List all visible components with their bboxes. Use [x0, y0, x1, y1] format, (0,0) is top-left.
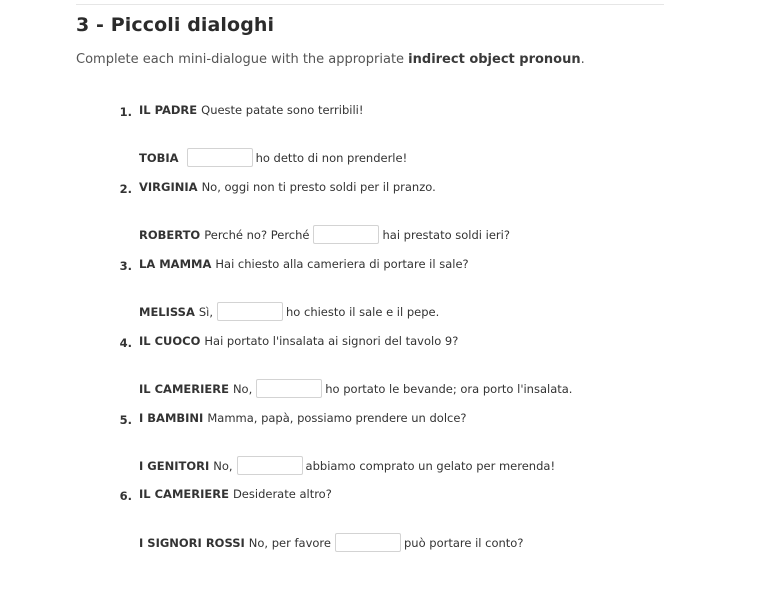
top-divider	[76, 4, 664, 5]
answer-input[interactable]	[313, 225, 379, 244]
answer-text-before: Sì,	[198, 304, 214, 319]
question-speaker: IL CUOCO	[139, 334, 201, 348]
answer-text-before: No,	[232, 381, 253, 396]
page-title: 3 - Piccoli dialoghi	[76, 14, 275, 36]
answer-input[interactable]	[335, 533, 401, 552]
answer-input[interactable]	[187, 148, 253, 167]
question-line	[139, 103, 363, 117]
item-number: 4.	[119, 336, 132, 350]
question-line	[139, 487, 332, 501]
item-number: 5.	[119, 413, 132, 427]
question-line	[139, 257, 469, 271]
answer-line	[139, 533, 523, 552]
item-number: 1.	[119, 105, 132, 119]
answer-speaker: TOBIA	[139, 150, 179, 165]
instructions-emphasis: indirect object pronoun	[408, 52, 581, 67]
question-line	[139, 334, 458, 348]
answer-speaker: IL CAMERIERE	[139, 381, 229, 396]
question-text: Hai portato l'insalata ai signori del tavolo 9?	[204, 334, 459, 348]
question-text: Queste patate sono terribili!	[201, 103, 364, 117]
answer-speaker: I GENITORI	[139, 458, 210, 473]
question-speaker: VIRGINIA	[139, 180, 198, 194]
instructions-end: .	[580, 52, 585, 67]
answer-speaker: I SIGNORI ROSSI	[139, 535, 245, 550]
question-text: Desiderate altro?	[232, 487, 332, 501]
answer-text-after: ho chiesto il sale e il pepe.	[286, 304, 440, 319]
question-text: Hai chiesto alla cameriera di portare il sale?	[215, 257, 469, 271]
answer-line	[139, 148, 407, 167]
answer-line	[139, 456, 555, 475]
question-speaker: IL PADRE	[139, 103, 198, 117]
question-text: No, oggi non ti presto soldi per il pranzo.	[201, 180, 436, 194]
answer-line	[139, 302, 439, 321]
answer-text-after: hai prestato soldi ieri?	[382, 227, 510, 242]
question-speaker: LA MAMMA	[139, 257, 212, 271]
answer-speaker: MELISSA	[139, 304, 195, 319]
question-line	[139, 180, 436, 194]
answer-speaker: ROBERTO	[139, 227, 201, 242]
item-number: 6.	[119, 489, 132, 503]
question-speaker: I BAMBINI	[139, 411, 204, 425]
item-number: 2.	[119, 182, 132, 196]
question-text: Mamma, papà, possiamo prendere un dolce?	[207, 411, 467, 425]
item-number: 3.	[119, 259, 132, 273]
instructions	[76, 52, 585, 67]
question-speaker: IL CAMERIERE	[139, 487, 229, 501]
answer-text-before: Perché no? Perché	[204, 227, 310, 242]
answer-text-after: può portare il conto?	[403, 535, 524, 550]
answer-text-after: ho detto di non prenderle!	[255, 150, 408, 165]
answer-input[interactable]	[237, 456, 303, 475]
answer-line	[139, 225, 510, 244]
question-line	[139, 411, 467, 425]
instructions-text: Complete each mini-dialogue with the appropriate	[76, 52, 409, 67]
answer-input[interactable]	[217, 302, 283, 321]
answer-text-before: No, per favore	[248, 535, 331, 550]
answer-line	[139, 379, 572, 398]
answer-text-after: abbiamo comprato un gelato per merenda!	[305, 458, 556, 473]
answer-input[interactable]	[256, 379, 322, 398]
answer-text-before: No,	[213, 458, 233, 473]
answer-text-after: ho portato le bevande; ora porto l'insalata.	[325, 381, 573, 396]
